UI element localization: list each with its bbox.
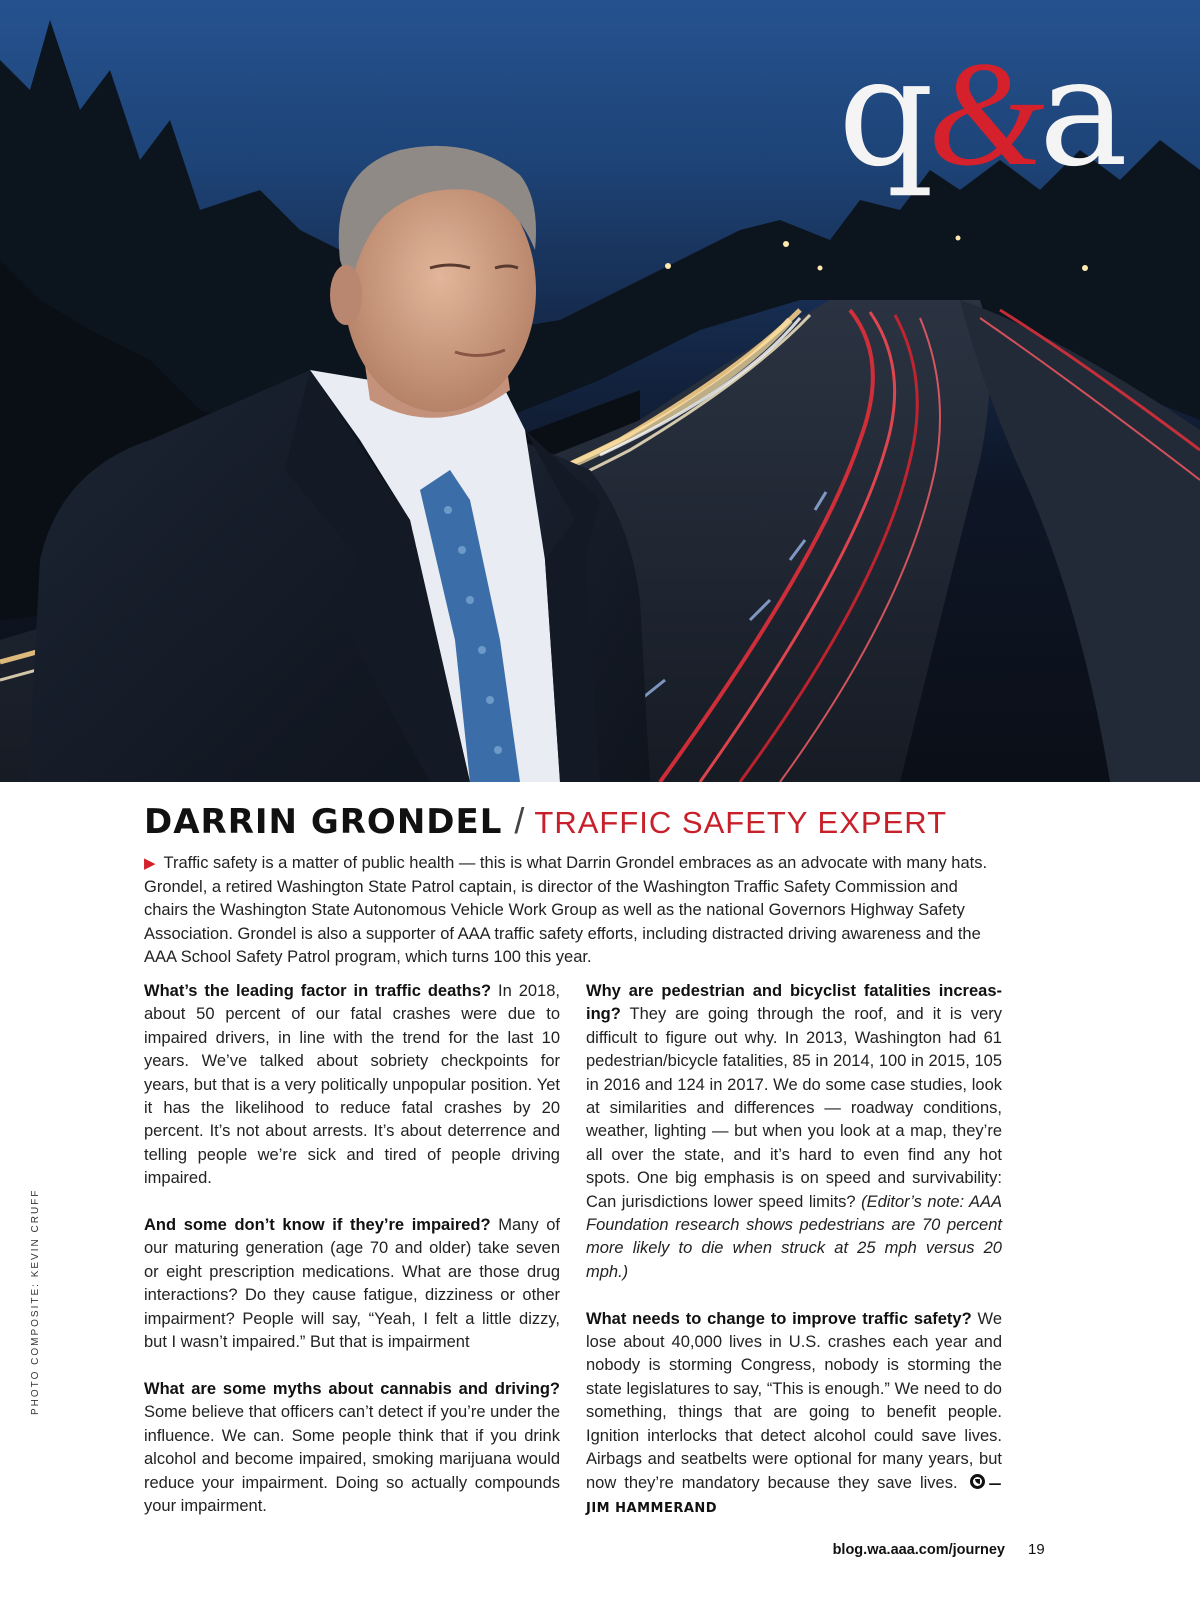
- qa-item: [144, 1378, 560, 1518]
- intro-text: Traffic safety is a matter of public health — this is what Darrin Grondel embraces as an advocate with many hats. Grondel, a retired Washington State Patrol captain, is director of the Washington Traffic Safety Commission and chairs the Washington State Autonomous Vehicle Work Group as well as the national Governors Highway Safety Association. Grondel is also a supporter of AAA traffic safety efforts, including distracted driving awareness and the AAA School Safety Patrol program, which turns 100 this year.: [144, 854, 988, 967]
- journey-end-mark-icon: [970, 1474, 985, 1489]
- headline-name: DARRIN GRONDEL: [144, 802, 503, 842]
- qa-logo-a: a: [1038, 26, 1123, 200]
- qa-answer: Some believe that officers can’t detect if you’re under the influence. We can. Some people think that if you drink alcohol and become impaired, smoking marijuana would reduce your impairment. Doing so actually compounds your impairment.: [144, 1403, 560, 1515]
- red-triangle-icon: ▶: [144, 855, 156, 872]
- intro-paragraph: [144, 852, 1002, 970]
- photo-credit: PHOTO COMPOSITE: KEVIN CRUFF: [30, 1188, 41, 1415]
- hero-photo: [0, 0, 1200, 782]
- qa-answer: They are going through the roof, and it is very difficult to figure out why. In 2013, Washington had 61 pedestrian/bicycle fatalities, 85 in 2014, 100 in 2015, 105 in 2016 and 124 in 2017. We do some case studies, look at similarities and differences — roadway conditions, weather, lighting — but when you look at a map, they’re all over the state, and it’s hard to even find any hot spots. One big emphasis is on speed and survivability: Can jurisdictions lower speed limits?: [586, 1005, 1002, 1211]
- right-column: [586, 980, 1002, 1544]
- page-number: 19: [1028, 1541, 1045, 1558]
- qa-logo-q: q: [838, 26, 929, 200]
- qa-answer: Many of our maturing generation (age 70 and older) take seven or eight prescription medications. What are those drug interactions? Do they cause fatigue, dizziness or other impairment? People will say, “Yeah, I felt a little dizzy, but I wasn’t impaired.” But that is impairment: [144, 1216, 560, 1352]
- qa-question: What are some myths about cannabis and driving?: [144, 1379, 560, 1398]
- qa-question: What needs to change to improve traffic safety?: [586, 1309, 972, 1328]
- headline-role: TRAFFIC SAFETY EXPERT: [534, 805, 948, 840]
- footer-url-link[interactable]: blog.wa.aaa.com/journey: [832, 1542, 1005, 1558]
- editors-note: (Editor’s note: AAA Foundation research shows pedestrians are 70 percent more likely to die when struck at 25 mph versus 20 mph.): [586, 1192, 1002, 1281]
- headline-slash: /: [514, 800, 525, 841]
- byline: — JIM HAMMERAND: [586, 1476, 1002, 1516]
- qa-question: And some don’t know if they’re impaired?: [144, 1216, 491, 1235]
- qa-item: [586, 1308, 1002, 1521]
- qa-answer: In 2018, about 50 percent of our fatal crashes were due to impaired drivers, in line with the trend for the last 10 years. We’ve talked about sobriety checkpoints for years, but that is a very politically unpopular position. Yet it has the likelihood to reduce fatal crashes by 20 percent. It’s not about arrests. It’s about deterrence and telling people we’re sick and tired of people driving impaired.: [144, 982, 560, 1188]
- qa-section-logo: [838, 26, 1123, 200]
- qa-answer: We lose about 40,000 lives in U.S. crashes each year and nobody is storming Congress, nobody is storming the state legislatures to say, “This is enough.” We need to do something, things that are going to benefit people. Ignition interlocks that detect alcohol could save lives. Airbags and seatbelts were optional for many years, but now they’re mandatory because they save lives.: [586, 1309, 1002, 1492]
- article-headline: [144, 800, 1044, 846]
- qa-item: [144, 1214, 560, 1354]
- qa-item: [586, 980, 1002, 1284]
- qa-item: [144, 980, 560, 1191]
- qa-question: What’s the leading factor in traffic deaths?: [144, 982, 492, 1000]
- qa-question: Why are pedestrian and bicyclist fatalities increasing?: [586, 982, 1002, 1024]
- qa-logo-ampersand: &: [928, 31, 1039, 197]
- left-column: [144, 980, 560, 1542]
